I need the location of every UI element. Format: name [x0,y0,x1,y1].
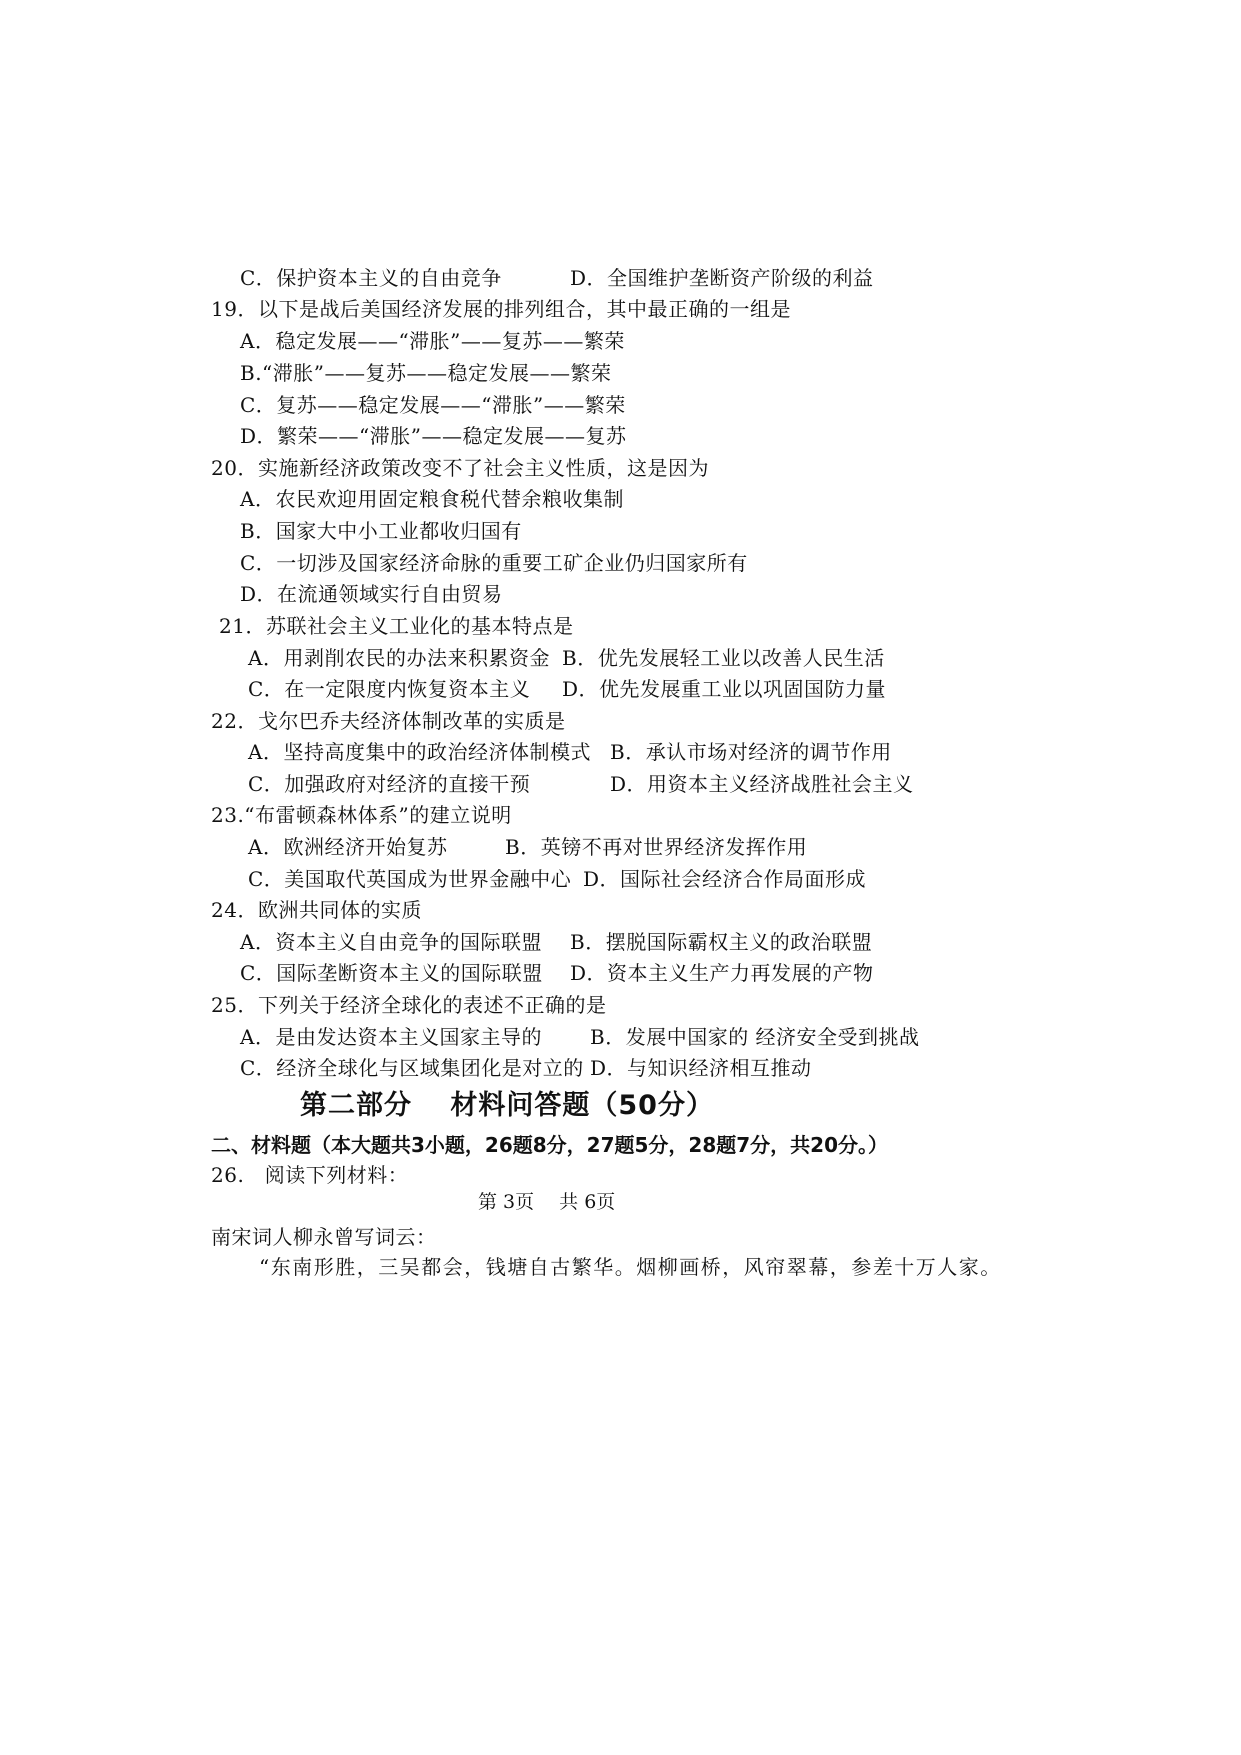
q19-option-c: C．复苏——稳定发展——“滞胀”——繁荣 [240,393,626,417]
q22-stem: 22．戈尔巴乔夫经济体制改革的实质是 [211,709,566,733]
q24-option-d: D．资本主义生产力再发展的产物 [570,961,874,985]
q25-option-b: B．发展中国家的 经济安全受到挑战 [590,1025,920,1049]
q24-stem: 24．欧洲共同体的实质 [211,898,422,922]
q23-option-d: D．国际社会经济合作局面形成 [583,867,867,891]
q23-option-c: C．美国取代英国成为世界金融中心 [248,867,572,891]
q22-option-a: A．坚持高度集中的政治经济体制模式 [248,740,591,764]
q25-option-a: A．是由发达资本主义国家主导的 [240,1025,542,1049]
q20-option-d: D．在流通领域实行自由贸易 [240,582,503,606]
q20-option-c: C．一切涉及国家经济命脉的重要工矿企业仍归国家所有 [240,551,748,575]
q23-option-a: A．欧洲经济开始复苏 [248,835,448,859]
section-title: 二、材料题（本大题共3小题，26题8分，27题5分，28题7分，共20分。） [211,1133,888,1157]
q25-option-c: C．经济全球化与区域集团化是对立的 [240,1056,584,1080]
q25-option-d: D．与知识经济相互推动 [590,1056,812,1080]
q19-option-b: B.“滞胀”——复苏——稳定发展——繁荣 [240,361,612,385]
q22-option-d: D．用资本主义经济战胜社会主义 [610,772,914,796]
material-intro: 南宋词人柳永曾写词云： [211,1225,437,1249]
q21-option-c: C．在一定限度内恢复资本主义 [248,677,531,701]
q24-option-a: A．资本主义自由竞争的国际联盟 [240,930,542,954]
q22-option-c: C．加强政府对经济的直接干预 [248,772,531,796]
q21-option-a: A．用剥削农民的办法来积累资金 [248,646,550,670]
q25-stem: 25．下列关于经济全球化的表述不正确的是 [211,993,607,1017]
q20-stem: 20．实施新经济政策改变不了社会主义性质，这是因为 [211,456,709,480]
material-poem: “东南形胜，三吴都会，钱塘自古繁华。烟柳画桥，风帘翠幕，参差十万人家。 [259,1255,1002,1279]
q19-option-a: A．稳定发展——“滞胀”——复苏——繁荣 [240,329,625,353]
q19-option-d: D．繁荣——“滞胀”——稳定发展——复苏 [240,424,627,448]
q22-option-b: B．承认市场对经济的调节作用 [610,740,892,764]
q21-stem: 21．苏联社会主义工业化的基本特点是 [219,614,574,638]
q18-option-c: C．保护资本主义的自由竞争 [240,266,502,290]
part2-heading: 第二部分 材料问答题（50分） [300,1090,714,1121]
q18-option-d: D．全国维护垄断资产阶级的利益 [570,266,874,290]
q23-stem: 23.“布雷顿森林体系”的建立说明 [211,803,512,827]
q23-option-b: B．英镑不再对世界经济发挥作用 [505,835,808,859]
page-footer: 第 3页 共 6页 [478,1191,616,1213]
q24-option-c: C．国际垄断资本主义的国际联盟 [240,961,543,985]
q20-option-b: B．国家大中小工业都收归国有 [240,519,522,543]
q19-stem: 19．以下是战后美国经济发展的排列组合，其中最正确的一组是 [211,297,791,321]
q21-option-b: B．优先发展轻工业以改善人民生活 [562,646,885,670]
q24-option-b: B．摆脱国际霸权主义的政治联盟 [570,930,873,954]
q26-stem: 26. 阅读下列材料： [211,1163,409,1187]
q20-option-a: A．农民欢迎用固定粮食税代替余粮收集制 [240,487,624,511]
q21-option-d: D．优先发展重工业以巩固国防力量 [562,677,887,701]
